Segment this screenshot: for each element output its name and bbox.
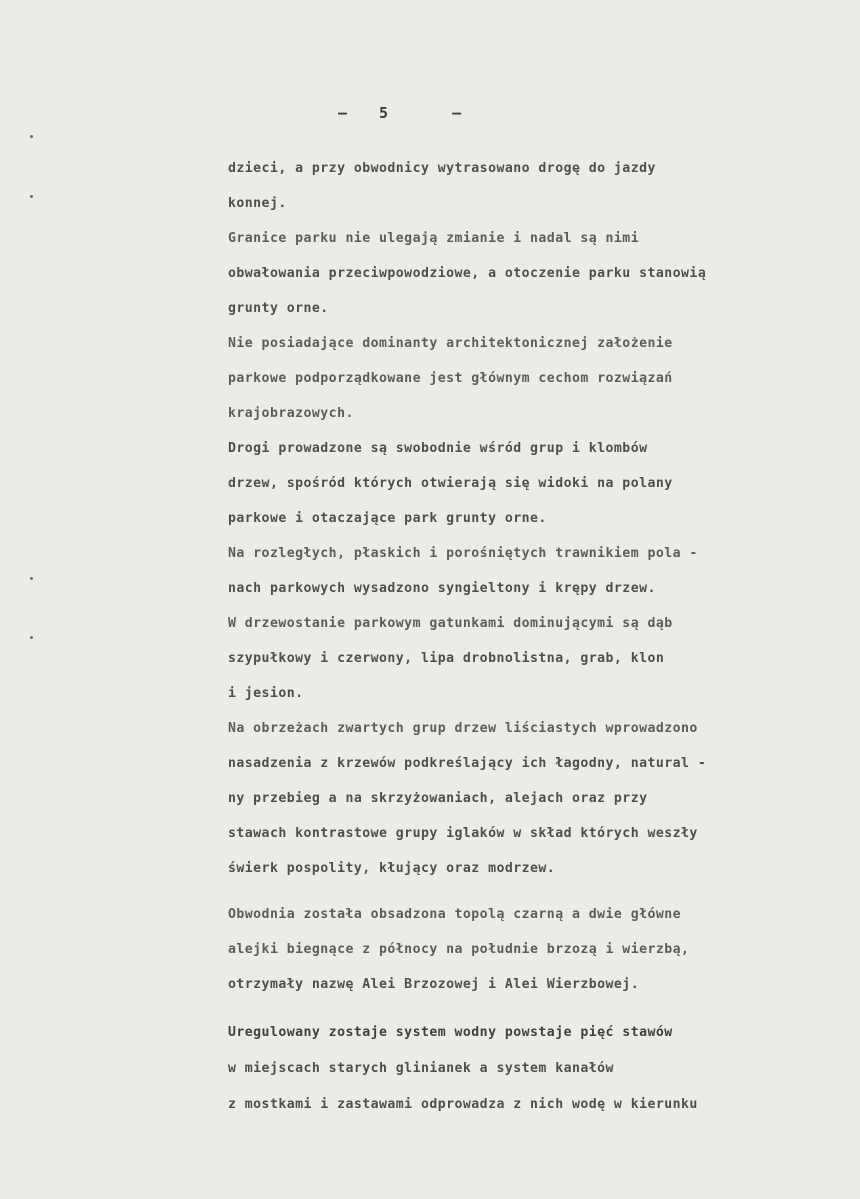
text-line: grunty orne. [228,301,329,316]
punch-hole-mark [30,135,33,138]
text-line: Obwodnia została obsadzona topolą czarną a dwie główne [228,907,682,922]
text-line: z mostkami i zastawami odprowadza z nich wodę w kierunku [228,1097,698,1112]
text-line: szypułkowy i czerwony, lipa drobnolistna, grab, klon [228,651,665,666]
text-line: krajobrazowych. [228,406,354,421]
text-line: Nie posiadające dominanty architektonicznej założenie [228,336,673,351]
text-line: stawach kontrastowe grupy iglaków w skład których weszły [228,826,698,841]
text-line: dzieci, a przy obwodnicy wytrasowano drogę do jazdy [228,161,656,176]
text-line: W drzewostanie parkowym gatunkami dominującymi są dąb [228,616,673,631]
text-line: i jesion. [228,686,304,701]
punch-hole-mark [30,636,33,639]
text-line: nach parkowych wysadzono syngieltony i krępy drzew. [228,581,656,596]
text-line: ny przebieg a na skrzyżowaniach, alejach oraz przy [228,791,648,806]
text-line: parkowe podporządkowane jest głównym cechom rozwiązań [228,371,673,386]
text-line: nasadzenia z krzewów podkreślający ich łagodny, natural - [228,756,707,771]
page-number-value: 5 [379,104,391,122]
punch-hole-mark [30,577,33,580]
page-number [338,104,463,122]
text-line: obwałowania przeciwpowodziowe, a otoczenie parku stanowią [228,266,707,281]
punch-hole-mark [30,195,33,198]
text-line: Na obrzeżach zwartych grup drzew liściastych wprowadzono [228,721,698,736]
text-line: w miejscach starych glinianek a system kanałów [228,1061,614,1076]
text-line: drzew, spośród których otwierają się widoki na polany [228,476,673,491]
text-line: Drogi prowadzone są swobodnie wśród grup i klombów [228,441,648,456]
text-line: Na rozległych, płaskich i porośniętych trawnikiem pola - [228,546,698,561]
page-number-dash-right: – [452,104,464,122]
text-line: Granice parku nie ulegają zmianie i nadal są nimi [228,231,640,246]
text-line: świerk pospolity, kłujący oraz modrzew. [228,861,556,876]
text-line: alejki biegnące z północy na południe brzozą i wierzbą, [228,942,690,957]
text-line: otrzymały nazwę Alei Brzozowej i Alei Wierzbowej. [228,977,640,992]
text-line: konnej. [228,196,287,211]
page-number-dash-left: – [338,104,350,122]
text-line: Uregulowany zostaje system wodny powstaje pięć stawów [228,1025,673,1040]
text-line: parkowe i otaczające park grunty orne. [228,511,547,526]
